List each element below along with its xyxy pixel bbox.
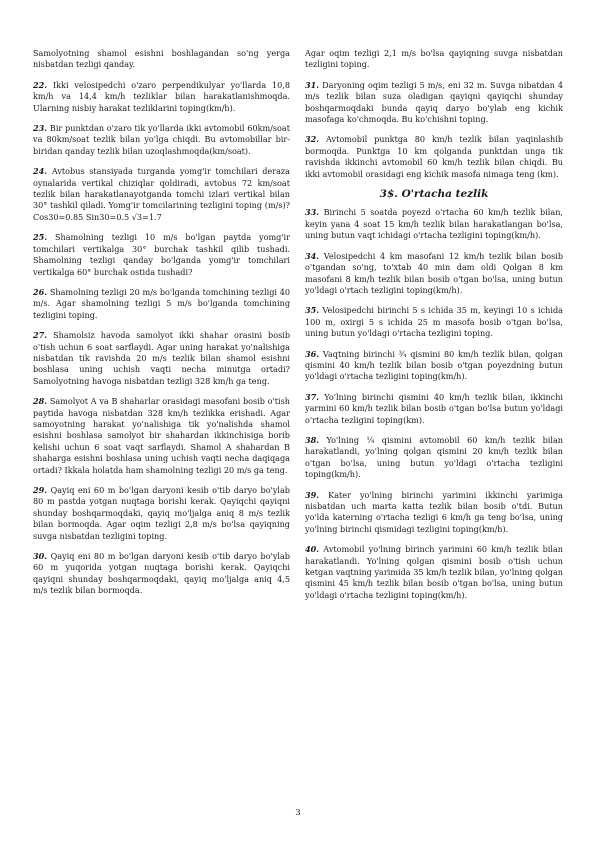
problem-25 [33, 232, 290, 278]
problem-number: 38. [305, 434, 320, 445]
problem-number: 22. [33, 79, 48, 90]
problem-31 [305, 80, 563, 126]
problem-number: 29. [33, 485, 48, 495]
problem-number: 35. [305, 305, 320, 316]
problem-24 [33, 166, 290, 223]
problem-text: Yo'lning birinchi qismini 40 km/h tezlik bilan, ikkinchi yarmini 60 km/h tezlik bilan bosib o'tgan bo'lsa butun yo'ldagi o'rtacha tezligini toping(km). [305, 391, 563, 425]
problem-number: 32. [305, 134, 320, 145]
problem-number: 28. [33, 396, 48, 407]
problem-33 [305, 207, 563, 241]
problem-number: 34. [305, 250, 320, 261]
problem-26 [33, 287, 290, 321]
problem-continuation [33, 48, 290, 71]
problem-34 [305, 251, 563, 297]
problem-text: Avtobus stansiyada turganda yomg'ir tomchilari deraza oynalarida vertikal chiziqlar qoldiradi, avtobus 72 km/soat tezlik bilan harakatlanayotganda tomchi izlari vertikal bilan 30° tashkil qiladi. Yomg'ir tomcilarining tezligini toping (m/s)? Cos30=0.85 Sin30=0.5 √3=1.7 [33, 166, 290, 222]
problem-23 [33, 123, 290, 157]
problem-text: Qayiq eni 80 m bo'lgan daryoni kesib o'tib daryo bo'ylab 60 m yuqorida yotgan nuqtaga borishi kerak. Qayiqchi qayiqni shunday boshqarmoqdaki, qayiq mo'ljalga aniq 4,5 m/s tezlik bilan bormoqda. [33, 551, 290, 596]
problem-39 [305, 490, 563, 536]
problem-38 [305, 435, 563, 481]
problem-number: 25. [33, 232, 48, 243]
problem-27 [33, 330, 290, 387]
problem-text: Samolyotning shamol esishni boshlagandan so'ng yerga nisbatdan tezligi qanday. [33, 48, 290, 70]
problem-text: Velosipedchi 4 km masofani 12 km/h tezlik bilan bosib o'tgandan so'ng, to'xtab 40 min dam oldi Qolgan 8 km masofani 8 km/h tezlik bilan bosib o'tgan bo'lsa, uning butun yo'ldagi o'rtach tezligini toping(km/h). [305, 250, 563, 295]
problem-text: Shamolsiz havoda samolyot ikki shahar orasini bosib o'tish uchun 6 soat sarflaydi. Agar uning harakat yo'nalishiga nisbatdan tik ravishda 20 m/s tezlik bilan shamol esishni boshlasa uning uchish vaqti necha minutga ortadi? Samolyotning havoga nisbatdan tezligi 328 km/h ga teng. [33, 330, 291, 386]
problem-text: Velosipedchi birinchi 5 s ichida 35 m, keyingi 10 s ichida 100 m, oxirgi 5 s ichida 25 m masofa bosib o'tgan bo'lsa, uning butun yo'ldagi o'rtacha tezligini toping. [305, 305, 563, 339]
problem-text: Shamolning tezligi 10 m/s bo'lgan paytda yomg'ir tomchilari vertikalga 30° burchak tashkil qilib tushadi. Shamolning tezligi qanday bo'lganda yomg'ir tomchilari vertikalga 60° burchak ostida tushadi? [33, 232, 290, 277]
right-column [305, 48, 563, 610]
problem-text: Samolyot A va B shaharlar orasidagi masofani bosib o'tish paytida havoga nisbatdan 328 km/h tezlikka erishadi. Agar samoyotning harakat yo'nalishiga tik yo'nalishda shamol esishni boshlasa samolyot bir shahardan ikkinchisiga borib kelishi uchun 6 soat vaqt sarflaydi. Shamol A shahardan B shaharga esishni boshlasa uning uchish vaqti necha daqiqaga ortadi? Ikkala holatda ham shamolning tezligi 20 m/s ga teng. [33, 396, 290, 475]
problem-number: 36. [305, 348, 320, 359]
left-column [33, 48, 290, 606]
problem-number: 39. [305, 489, 320, 500]
problem-40 [305, 544, 563, 601]
problem-text: Ikki velosipedchi o'zaro perpendikulyar yo'llarda 10,8 km/h va 14,4 km/h tezliklar bilan harakatlanishmoqda. Ularning nisbiy harakat tezliklarini toping(km/h). [33, 79, 291, 113]
problem-number: 23. [33, 123, 48, 134]
problem-text: Bir punktdan o'zaro tik yo'llarda ikki avtomobil 60km/soat va 80km/soat tezlik bilan yo'lga chiqdi. Bu avtomobillar bir-biridan qanday tezlik bilan uzoqlashmoqda(km/soat). [33, 123, 291, 156]
problem-text: Avtomobil yo'lning birinch yarimini 60 km/h tezlik bilan harakatlandi. Yo'lning qolgan qismini bosib o'tish uchun ketgan vaqtning yarimida 35 km/h tezlik bilan, yo'lning qolgan qismini 45 km/h tezlik bilan bosib o'tgan bo'lsa, uning butun yo'ldagi o'rtacha tezligini toping(km/h). [305, 544, 563, 600]
problem-number: 30. [33, 551, 48, 562]
problem-36 [305, 349, 563, 383]
problem-text: Vaqtning birinchi ¾ qismini 80 km/h tezlik bilan, qolgan qismini 40 km/h tezlik bilan bosib o'tgan poyezdning butun yo'ldagi o'rtacha tezligini toping(km/h). [305, 348, 563, 382]
problem-text: Daryoning oqim tezligi 5 m/s, eni 32 m. Suvga nibatdan 4 m/s tezlik bilan suza oladigan qayiqni qayiqchi shunday boshqarmoqdaki bunda qayiq daryo bo'ylab eng kichik masofaga ko'chmoqda. Bu ko'chishni toping. [305, 79, 563, 125]
problem-30 [33, 551, 290, 597]
problem-number: 27. [33, 330, 48, 341]
problem-text: Shamolning tezligi 20 m/s bo'lganda tomchining tezligi 40 m/s. Agar shamolning tezligi 5 m/s bo'lganda tomchining tezligini toping. [33, 286, 290, 320]
problem-text: Birinchi 5 soatda poyezd o'rtacha 60 km/h tezlik bilan, keyin yana 4 soat 15 km/h tezlik bilan harakatlangan bo'lsa, uning butun vaqt ichidagi o'rtacha tezligini toping(km/h). [305, 207, 563, 241]
problem-text: Yo'lning ¼ qismini avtomobil 60 km/h tezlik bilan harakatlandi, yo'lning qolgan qismini 20 km/h tezlik bilan o'tgan bo'lsa, uning butun yo'ldagi o'rtacha tezligini toping(km/h). [305, 434, 563, 480]
page-number: 3 [295, 808, 301, 818]
problem-29 [33, 485, 290, 542]
problem-number: 37. [305, 391, 320, 402]
problem-number: 33. [305, 207, 320, 218]
problem-35 [305, 305, 563, 339]
problem-text: Qayiq eni 60 m bo'lgan daryoni kesib o'tib daryo bo'ylab 80 m pastda yotgan nuqtaga borishi kerak. Qayiqchi qayiqni shunday boshqarmoqdaki, qayiq mo'ljalga aniq 8 m/s tezlik bilan bormoqda. Agar oqim tezligi 2,8 m/s bo'lsa qayiqning suvga nisbatdan tezligini toping. [33, 485, 290, 541]
problem-number: 31. [305, 79, 320, 90]
problem-number: 26. [33, 286, 48, 297]
problem-continuation [305, 48, 563, 71]
problem-22 [33, 80, 290, 114]
problem-text: Kater yo'lning birinchi yarimini ikkinchi yarimiga nisbatdan uch marta katta tezlik bilan bosib o'tdi. Butun yo'lda katerning o'rtacha tezligi 6 km/h ga teng bo'lsa, uning yo'lning birinchi qismidagi tezligini toping(km/h). [305, 489, 563, 534]
problem-32 [305, 134, 563, 180]
problem-number: 40. [305, 544, 320, 555]
section-title: 3$. O'rtacha tezlik [379, 188, 489, 201]
problem-number: 24. [33, 166, 48, 177]
problem-28 [33, 396, 290, 476]
problem-37 [305, 392, 563, 426]
problem-text: Agar oqim tezligi 2,1 m/s bo'lsa qayiqning suvga nisbatdan tezligini toping. [305, 48, 563, 70]
problem-text: Avtomobil punktga 80 km/h tezlik bilan yaqinlashib bormoqda. Punktga 10 km qolganda punktdan unga tik ravishda ikkinchi avtomobil 60 km/h tezlik bilan chiqdi. Bu ikki avtomobil orasidagi eng kichik masofa nimaga teng (km). [305, 134, 563, 179]
